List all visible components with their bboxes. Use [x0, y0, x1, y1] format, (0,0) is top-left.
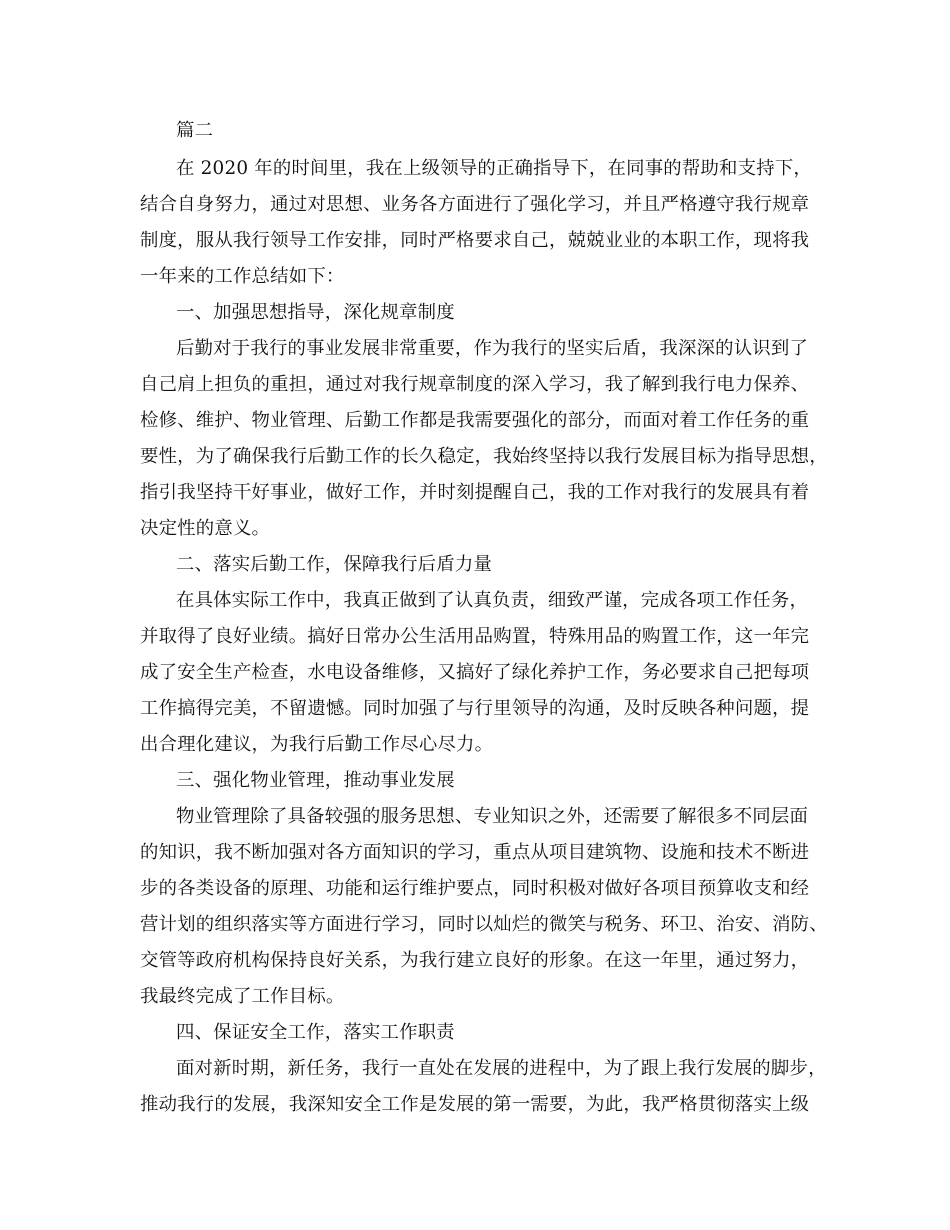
paragraph-line: 自己肩上担负的重担，通过对我行规章制度的深入学习，我了解到我行电力保养、: [140, 374, 810, 395]
paragraph-line: 后勤对于我行的事业发展非常重要，作为我行的坚实后盾，我深深的认识到了: [176, 338, 809, 359]
section-title: 篇二: [176, 120, 214, 141]
paragraph-line: 出合理化建议，为我行后勤工作尽心尽力。: [140, 734, 494, 755]
paragraph-line: 检修、维护、物业管理、后勤工作都是我需要强化的部分，而面对着工作任务的重: [140, 410, 810, 431]
paragraph-line: 推动我行的发展，我深知安全工作是发展的第一需要，为此，我严格贯彻落实上级: [140, 1094, 810, 1115]
paragraph-line: 我最终完成了工作目标。: [140, 986, 345, 1007]
paragraph-line: 步的各类设备的原理、功能和运行维护要点，同时积极对做好各项目预算收支和经: [140, 878, 810, 899]
paragraph-line: 在 2020 年的时间里，我在上级领导的正确指导下，在同事的帮助和支持下，: [176, 158, 813, 179]
paragraph-line: 并取得了良好业绩。搞好日常办公生活用品购置，特殊用品的购置工作，这一年完: [140, 626, 810, 647]
paragraph-line: 工作搞得完美，不留遗憾。同时加强了与行里领导的沟通，及时反映各种问题，提: [140, 698, 810, 719]
paragraph-line: 的知识，我不断加强对各方面知识的学习，重点从项目建筑物、设施和技术不断进: [140, 842, 810, 863]
heading-2: 二、落实后勤工作，保障我行后盾力量: [176, 554, 493, 575]
paragraph-line: 面对新时期，新任务，我行一直处在发展的进程中，为了跟上我行发展的脚步，: [176, 1058, 827, 1079]
paragraph-line: 交管等政府机构保持良好关系，为我行建立良好的形象。在这一年里，通过努力，: [140, 950, 810, 971]
paragraph-line: 物业管理除了具备较强的服务思想、专业知识之外，还需要了解很多不同层面: [176, 806, 809, 827]
heading-3: 三、强化物业管理，推动事业发展: [176, 770, 455, 791]
paragraph-line: 指引我坚持干好事业，做好工作，并时刻提醒自己，我的工作对我行的发展具有着: [140, 482, 810, 503]
paragraph-line: 决定性的意义。: [140, 518, 271, 539]
paragraph-line: 在具体实际工作中，我真正做到了认真负责，细致严谨，完成各项工作任务，: [176, 590, 809, 611]
heading-1: 一、加强思想指导，深化规章制度: [176, 302, 455, 323]
paragraph-line: 制度，服从我行领导工作安排，同时严格要求自己，兢兢业业的本职工作，现将我: [140, 230, 810, 251]
paragraph-line: 成了安全生产检查，水电设备维修，又搞好了绿化养护工作，务必要求自己把每项: [140, 662, 810, 683]
paragraph-line: 结合自身努力，通过对思想、业务各方面进行了强化学习，并且严格遵守我行规章: [140, 194, 810, 215]
paragraph-line: 营计划的组织落实等方面进行学习，同时以灿烂的微笑与税务、环卫、治安、消防、: [140, 914, 828, 935]
paragraph-line: 要性，为了确保我行后勤工作的长久稳定，我始终坚持以我行发展目标为指导思想，: [140, 446, 828, 467]
paragraph-line: 一年来的工作总结如下：: [140, 266, 345, 287]
heading-4: 四、保证安全工作，落实工作职责: [176, 1022, 455, 1043]
